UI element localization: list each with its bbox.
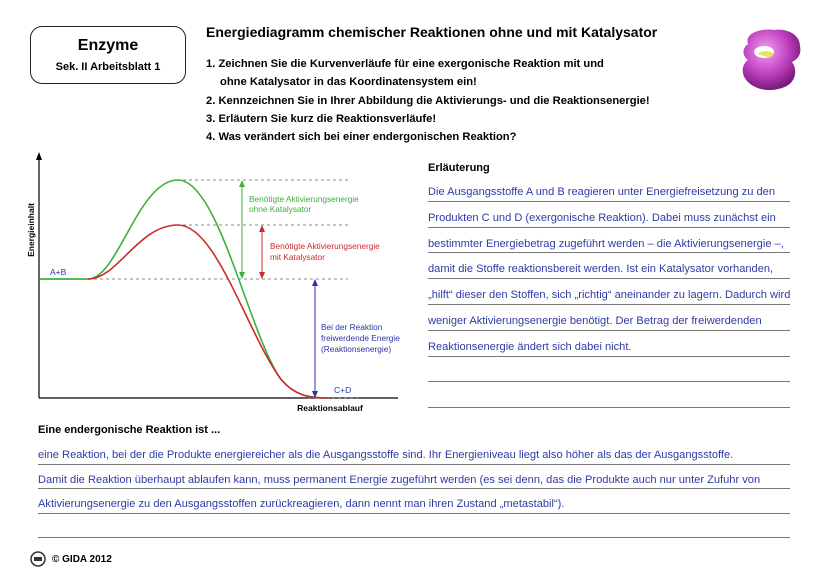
answer-line: Produkten C und D (exergonische Reaktion). Dabei muss zunächst ein	[428, 202, 790, 228]
worksheet-level: Sek. II Arbeitsblatt 1	[55, 61, 161, 73]
endergonic-title: Eine endergonische Reaktion ist ...	[38, 424, 221, 436]
energy-diagram	[18, 150, 408, 415]
start-label: A+B	[50, 267, 67, 277]
answer-line: Die Ausgangsstoffe A und B reagieren unter Energiefreisetzung zu den	[428, 176, 790, 202]
endergonic-lines	[38, 440, 790, 538]
label-catalyst: Benötigte Aktivierungsenergie	[270, 241, 380, 251]
end-label: C+D	[334, 385, 352, 395]
task-list	[206, 55, 650, 146]
answer-line: bestimmter Energiebetrag zugeführt werden – die Aktivierungsenergie –,	[428, 228, 790, 254]
answer-line	[428, 382, 790, 408]
label-no-catalyst: Benötigte Aktivierungsenergie	[249, 194, 359, 204]
answer-line: damit die Stoffe reaktionsbereit werden. Ist ein Katalysator vorhanden,	[428, 253, 790, 279]
arrow-up-icon	[259, 225, 265, 232]
label-catalyst: mit Katalysator	[270, 252, 325, 262]
gida-logo-icon	[30, 551, 46, 567]
answer-line: „hilft“ dieser den Stoffen, sich „richtig“ aneinander zu lagern. Dadurch wird	[428, 279, 790, 305]
enzyme-molecule-icon	[734, 26, 806, 94]
label-no-catalyst: ohne Katalysator	[249, 204, 312, 214]
answer-line: Aktivierungsenergie zu den Ausgangsstoffen zurückreagieren, dann nennt man ihren Zustand „metastabil“).	[38, 489, 790, 514]
arrow-up-icon	[239, 180, 245, 187]
answer-line: weniger Aktivierungsenergie benötigt. Der Betrag der freiwerdenden	[428, 305, 790, 331]
y-axis-label: Energieinhalt	[26, 203, 36, 257]
arrow-up-icon	[312, 279, 318, 286]
arrow-down-icon	[239, 272, 245, 279]
task-item: 3. Erläutern Sie kurz die Reaktionsverläufe!	[206, 112, 437, 125]
worksheet-topic: Enzyme	[77, 37, 139, 54]
task-item: 4. Was verändert sich bei einer endergonischen Reaktion?	[206, 131, 517, 144]
task-item: ohne Katalysator in das Koordinatensystem ein!	[220, 76, 477, 89]
copyright: © GIDA 2012	[52, 553, 112, 565]
arrow-down-icon	[259, 272, 265, 279]
answer-line	[428, 357, 790, 383]
footer	[30, 551, 112, 567]
label-reaction-energy: Bei der Reaktion	[321, 322, 383, 332]
task-item: 1. Zeichnen Sie die Kurvenverläufe für eine exergonische Reaktion mit und	[206, 58, 604, 70]
worksheet-title-box	[30, 26, 186, 84]
label-reaction-energy: freiwerdende Energie	[321, 333, 400, 343]
answer-line	[38, 514, 790, 539]
page-title: Energiediagramm chemischer Reaktionen ohne und mit Katalysator	[206, 24, 658, 40]
answer-line: Reaktionsenergie ändert sich dabei nicht.	[428, 331, 790, 357]
y-axis-arrow-icon	[36, 152, 42, 160]
task-item: 2. Kennzeichnen Sie in Ihrer Abbildung die Aktivierungs- und die Reaktionsenergie!	[206, 94, 650, 107]
explanation-title: Erläuterung	[428, 162, 490, 174]
answer-line: eine Reaktion, bei der die Produkte energiereicher als die Ausgangsstoffe sind. Ihr Energieniveau liegt also höher als das der Ausgangsstoffe.	[38, 440, 790, 465]
answer-line: Damit die Reaktion überhaupt ablaufen kann, muss permanent Energie zugeführt werden (es sei denn, das die Produkte auch nur unter Zufuhr von	[38, 465, 790, 490]
x-axis-label: Reaktionsablauf	[297, 403, 363, 413]
explanation-lines	[428, 176, 790, 408]
label-reaction-energy: (Reaktionsenergie)	[321, 344, 392, 354]
